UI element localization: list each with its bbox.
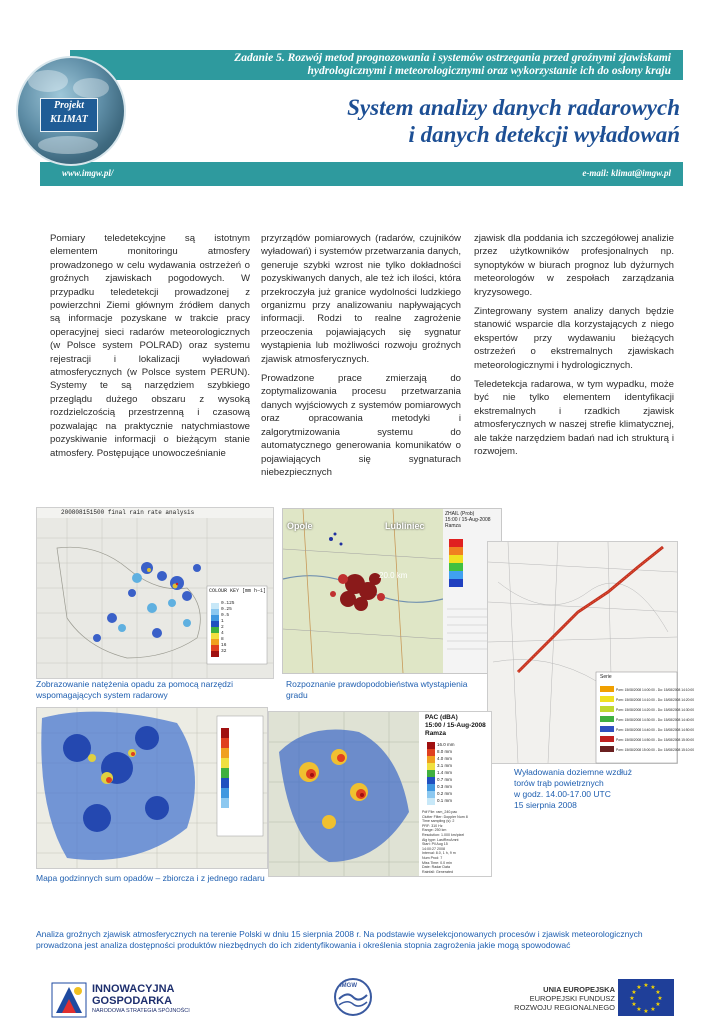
imgw-logo-text: IMGW <box>340 983 357 989</box>
meta-label: PRF: <box>422 823 431 828</box>
innowacyjna-gospodarka-logo <box>52 979 222 1024</box>
svg-text:★: ★ <box>655 1001 661 1008</box>
meta-label: Time sampling (s): <box>422 819 452 824</box>
legend-value: 2 <box>221 625 224 630</box>
meta-value: 8.0, 1 h, 9 m <box>435 851 456 856</box>
meta-value: 7 <box>440 855 443 860</box>
caption-lightning-line3: w godz. 14.00-17.00 UTC <box>514 789 611 799</box>
ig-emblem-icon <box>52 983 86 1017</box>
meta-value: Doppler Num 8 <box>443 814 468 819</box>
legend-value: 8.0 mm <box>437 749 453 754</box>
meta-value: ram_240.pac <box>436 810 458 814</box>
scale-label: 20.0 km <box>379 571 408 580</box>
meta-row <box>422 870 490 875</box>
pac-metadata <box>422 810 490 874</box>
caption-lightning-line1: Wyładowania doziemne wzdłuż <box>514 767 633 777</box>
rain-map-legend-title: COLOUR KEY [mm h−1] <box>209 588 267 594</box>
svg-text:★: ★ <box>631 989 637 996</box>
logo-text-projekt: Projekt <box>54 100 84 111</box>
rain-map-legend-values <box>221 601 235 655</box>
task-title <box>111 52 671 78</box>
email-link[interactable]: e-mail: klimat@imgw.pl <box>582 168 671 178</box>
lightning-legend-title: Serie <box>600 674 612 680</box>
legend-value: 0.3 mm <box>437 784 453 789</box>
legend-entry: Pom: 15/08/2008 14:20:00 - Do: 15/08/2008 14:30:00 <box>616 708 695 712</box>
legend-entry: Pom: 15/08/2008 14:40:00 - Do: 15/08/2008 14:50:00 <box>616 728 695 732</box>
meta-value: Pil Aug 15 <box>431 842 448 847</box>
hail-title-b: 15:00 / 15-Aug-2008 <box>445 517 491 523</box>
eu-flag-icon <box>618 979 674 1016</box>
text-column-1 <box>50 232 250 466</box>
caption-lightning-line2: torów trąb powietrznych <box>514 778 604 788</box>
legend-value: 32 <box>221 649 227 654</box>
legend-value: 0.7 mm <box>437 777 453 782</box>
page-title <box>347 94 680 148</box>
ue-line1: UNIA EUROPEJSKA <box>543 985 615 994</box>
legend-value: 16 <box>221 643 227 648</box>
legend-entry: Pom: 15/08/2008 14:10:00 - Do: 15/08/2008 14:20:00 <box>616 698 695 702</box>
legend-entry: Pom: 15/08/2008 14:00:00 - Do: 15/08/2008 14:10:00 <box>616 688 695 692</box>
svg-text:★: ★ <box>643 1008 649 1015</box>
svg-text:★: ★ <box>636 1006 642 1013</box>
paragraph: przyrządów pomiarowych (radarów, czujników wyładowań) i systemów przetwarzania danych, generuje szybki wzrost nie tylko dokładności pozyskiwanych danych, ale też ich ilości, która przekroczyła już granice wydolności ludzkiego organizmu przy analizowaniu napływających informacji. Rodzi to realne zagrożenie przeoczenia pojawiających się sygnatur wystąpienia lub możliwości rozwoju groźnych zjawisk atmosferycznych. <box>261 233 461 365</box>
eu-stars-icon <box>618 979 674 1016</box>
hail-probability-map <box>282 508 502 674</box>
svg-text:★: ★ <box>643 982 649 989</box>
legend-value: 0.5 <box>221 613 230 618</box>
svg-text:★: ★ <box>636 984 642 991</box>
contact-banner <box>40 162 683 186</box>
svg-text:★: ★ <box>650 984 656 991</box>
meta-value: 310 Hz <box>431 823 443 828</box>
meta-value: Radar Data <box>431 865 450 870</box>
meta-label: Date: <box>422 865 431 870</box>
legend-entry: Pom: 15/08/2008 14:50:00 - Do: 15/08/2008 15:00:00 <box>616 738 695 742</box>
pac-title-b: 15:00 / 15-Aug-2008 <box>425 722 486 729</box>
legend-value: 1 <box>221 619 224 624</box>
pac-title-c: Ramza <box>425 730 446 737</box>
ig-line2: GOSPODARKA <box>92 995 173 1007</box>
meta-value: 2 <box>452 819 455 824</box>
page-title-line1: System analizy danych radarowych <box>347 95 680 120</box>
paragraph: Prowadzone prace zmierzają do zoptymalizowania procesu przetwarzania danych wyjściowych z systemów pomiarowych oraz opracowania metodyki i zalgorytmizowania systemu do automatycznego generowania komunikatów o pojawiających się sygnaturach niebezpiecznych <box>261 373 461 478</box>
eu-fund-text <box>505 985 615 1012</box>
ue-line3: ROZWOJU REGIONALNEGO <box>514 1003 615 1012</box>
page-title-line2: i danych detekcji wyładowań <box>408 122 680 147</box>
ig-text <box>92 983 190 1015</box>
legend-value: 0.2 mm <box>437 791 453 796</box>
task-title-line2: hydrologicznymi i meteorologicznymi oraz wykorzystanie ich do osłony kraju <box>307 65 671 77</box>
svg-text:★: ★ <box>631 1001 637 1008</box>
logo-text-klimat: KLIMAT <box>50 114 88 125</box>
svg-text:★: ★ <box>657 995 663 1002</box>
task-title-line1: Zadanie 5. Rozwój metod prognozowania i systemów ostrzegania przed groźnymi zjawiskami <box>234 52 671 64</box>
pac-title-a: PAC (dBA) <box>425 714 458 721</box>
paragraph: Zintegrowany system analizy danych będzie stanowić wsparcie dla korzystających z niego ekspertów przy wydawaniu bieżących ostrzeżeń o ekstremalnych zjawiskach meteorologicznymi i hydrologicznych. <box>474 306 674 371</box>
projekt-klimat-logo <box>16 56 126 166</box>
meta-value: LastRecAmnt <box>436 837 459 842</box>
legend-value: 1.4 mm <box>437 770 453 775</box>
legend-value: 0.125 <box>221 601 235 606</box>
svg-text:★: ★ <box>655 989 661 996</box>
meta-label: Num Prod: <box>422 855 440 860</box>
legend-value: 0.25 <box>221 607 232 612</box>
legend-value: 16.0 mm <box>437 742 455 747</box>
legend-entry: Pom: 15/08/2008 14:30:00 - Do: 15/08/2008 14:40:00 <box>616 718 695 722</box>
meta-label: Range: <box>422 828 434 833</box>
caption-lightning-line4: 15 sierpnia 2008 <box>514 800 577 810</box>
composite-map-graphic <box>37 708 267 868</box>
lightning-legend <box>616 685 695 755</box>
task-banner <box>70 50 683 80</box>
hail-map-title <box>445 511 491 529</box>
meta-value: 250 km <box>434 828 447 833</box>
meta-label: Pdf File: <box>422 810 436 814</box>
meta-label: Clutter Filter: <box>422 814 443 819</box>
pac-title <box>425 714 486 738</box>
hail-map-graphic <box>283 509 501 673</box>
text-column-2 <box>261 232 461 485</box>
legend-value: 4.0 mm <box>437 756 453 761</box>
meta-label: Alg type: <box>422 837 436 842</box>
website-link[interactable]: www.imgw.pl/ <box>62 168 114 178</box>
caption-hail: Rozpoznanie prawdopodobieństwa wtystąpienia gradu <box>286 679 468 700</box>
logo-badge <box>40 98 98 132</box>
rain-rate-map <box>36 507 274 679</box>
legend-value: 4 <box>221 631 224 636</box>
paragraph: Pomiary teledetekcyjne są istotnym elementem monitoringu atmosfery prowadzonego w celu wydawania ostrzeżeń o groźnych zjawiskach pogodowych. W przypadku teledetekcji prowadzonej z powierzchni Ziemi głównym źródłem danych są informacje pozyskane w trakcie pracy operacyjnej sieci radarów meteorologicznych (w Polsce system POLRAD) oraz systemu rejestracji i lokalizacji wyładowań atmosferycznych (w Polsce system PERUN). Systemy te są narzędziem szybkiego przeglądu dużego obszaru z wysoką rozdzielczością przestrzenną i czasową pozwalając na praktycznie natychmiastowe pozyskiwanie informacji o bieżącym stanie atmosfery. Postępujące unowocześnianie <box>50 233 250 459</box>
city-label-opole: Opole <box>287 521 313 531</box>
caption-lightning <box>514 767 674 811</box>
meta-label: Resolution: <box>422 832 440 837</box>
legend-value: 0.1 mm <box>437 798 453 803</box>
hourly-precipitation-composite-map <box>36 707 268 869</box>
meta-label: Interval: <box>422 851 435 856</box>
meta-label: Rainfall: <box>422 869 435 874</box>
summary-text: Analiza groźnych zjawisk atmosferycznych na terenie Polski w dniu 15 sierpnia 2008 r. Na podstawie wyselekcjonowanych procesów i zjawisk meteorologicznych prowadzona jest analiza dostępności produktów niezbędnych do ich zidentyfikowania i określenia stopnia zagrożenia jakie mogą spowodować <box>36 929 643 950</box>
caption-rain-rate: Zobrazowanie natężenia opadu za pomocą narzędzi wspomagających system radarowy <box>36 679 234 700</box>
hail-title-c: Ramza <box>445 523 461 529</box>
hail-title-a: ZHAIL (Prob) <box>445 511 475 517</box>
paragraph: Teledetekcja radarowa, w tym wypadku, może być nie tylko elementem identyfikacji ekstremalnych i rzadkich zjawisk atmosferycznych w naszej strefie klimatycznej, ale także narzędziem badań nad ich strukturą i rozwojem. <box>474 379 674 458</box>
imgw-logo <box>333 977 373 1017</box>
legend-value: 3.1 mm <box>437 763 453 768</box>
caption-hourly-precipitation: Mapa godzinnych sum opadów – zbiorcza i z jednego radaru <box>36 873 265 883</box>
lightning-strikes-map <box>487 541 695 764</box>
ig-line1: INNOWACYJNA <box>92 983 175 995</box>
meta-label: Miss Time: <box>422 860 440 865</box>
legend-value: 8 <box>221 637 224 642</box>
city-label-lubliniec: Lubliniec <box>385 521 425 531</box>
text-column-3 <box>474 232 674 465</box>
svg-text:★: ★ <box>629 995 635 1002</box>
paragraph: zjawisk dla poddania ich szczegółowej analizie przez użytkowników profesjonalnych np. synoptyków w biurach prognoz lub dyżurnych meteorologów w zespołach zarządzania kryzysowego. <box>474 233 674 298</box>
ue-line2: EUROPEJSKI FUNDUSZ <box>529 994 615 1003</box>
ig-line3: NARODOWA STRATEGIA SPÓJNOŚCI <box>92 1008 190 1014</box>
meta-value: 0.0 min <box>440 860 452 865</box>
legend-entry: Pom: 15/08/2008 15:00:00 - Do: 15/08/2008 15:10:00 <box>616 748 695 752</box>
hourly-precipitation-single-radar-map <box>268 711 492 877</box>
meta-value: Generated <box>435 869 453 874</box>
meta-label: Start: <box>422 842 431 847</box>
meta-value: 14:00:27 2008 <box>422 846 445 851</box>
pac-legend <box>437 741 455 804</box>
meta-value: 1.000 km/pixel <box>440 832 465 837</box>
svg-text:★: ★ <box>650 1006 656 1013</box>
rain-map-header: 200808151500 final rain rate analysis <box>61 509 195 516</box>
